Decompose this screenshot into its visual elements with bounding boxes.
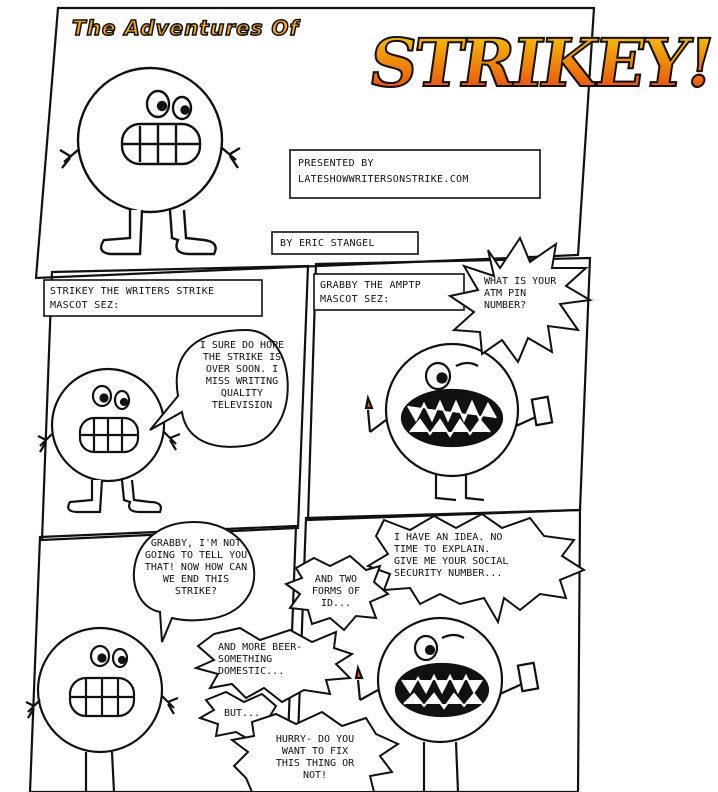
bubble-text-strikey-panel4: GRABBY, I'M NOT GOING TO TELL YOU THAT! NOW HOW CAN WE END THIS STRIKE?	[144, 538, 248, 597]
bubble-text-strikey-panel2: I SURE DO HOPE THE STRIKE IS OVER SOON. I MISS WRITING QUALITY TELEVISION	[199, 340, 285, 411]
bubble-text-hurry: HURRY- DO YOU WANT TO FIX THIS THING OR NOT!	[275, 734, 355, 781]
strikey-character-panel4	[26, 628, 178, 792]
author-credit: BY ERIC STANGEL	[280, 238, 375, 249]
bubble-text-grabby-panel3: WHAT IS YOUR ATM PIN NUMBER?	[484, 276, 557, 311]
bubble-text-but: BUT...	[223, 708, 261, 719]
caption-grabby-line2: MASCOT SEZ:	[320, 294, 390, 305]
bubble-text-forms-id: AND TWO FORMS OF ID...	[311, 574, 361, 609]
caption-strikey-line1: STRIKEY THE WRITERS STRIKE	[50, 286, 215, 297]
presented-by-label: PRESENTED BY	[298, 158, 374, 169]
grabby-character-panel3	[366, 344, 552, 500]
website-credit: LATESHOWWRITERSONSTRIKE.COM	[298, 174, 469, 185]
bubble-text-idea: I HAVE AN IDEA. NO TIME TO EXPLAIN. GIVE ME YOUR SOCIAL SECURITY NUMBER...	[394, 532, 509, 579]
caption-strikey-line2: MASCOT SEZ:	[50, 300, 120, 311]
title-line-1: The Adventures Of	[72, 16, 300, 40]
strikey-character-panel2	[38, 369, 180, 512]
title-line-2: STRIKEY!	[364, 24, 718, 102]
strikey-character-large	[60, 68, 240, 254]
bubble-text-beer: AND MORE BEER- SOMETHING DOMESTIC...	[218, 642, 303, 677]
caption-grabby-line1: GRABBY THE AMPTP	[320, 280, 422, 291]
